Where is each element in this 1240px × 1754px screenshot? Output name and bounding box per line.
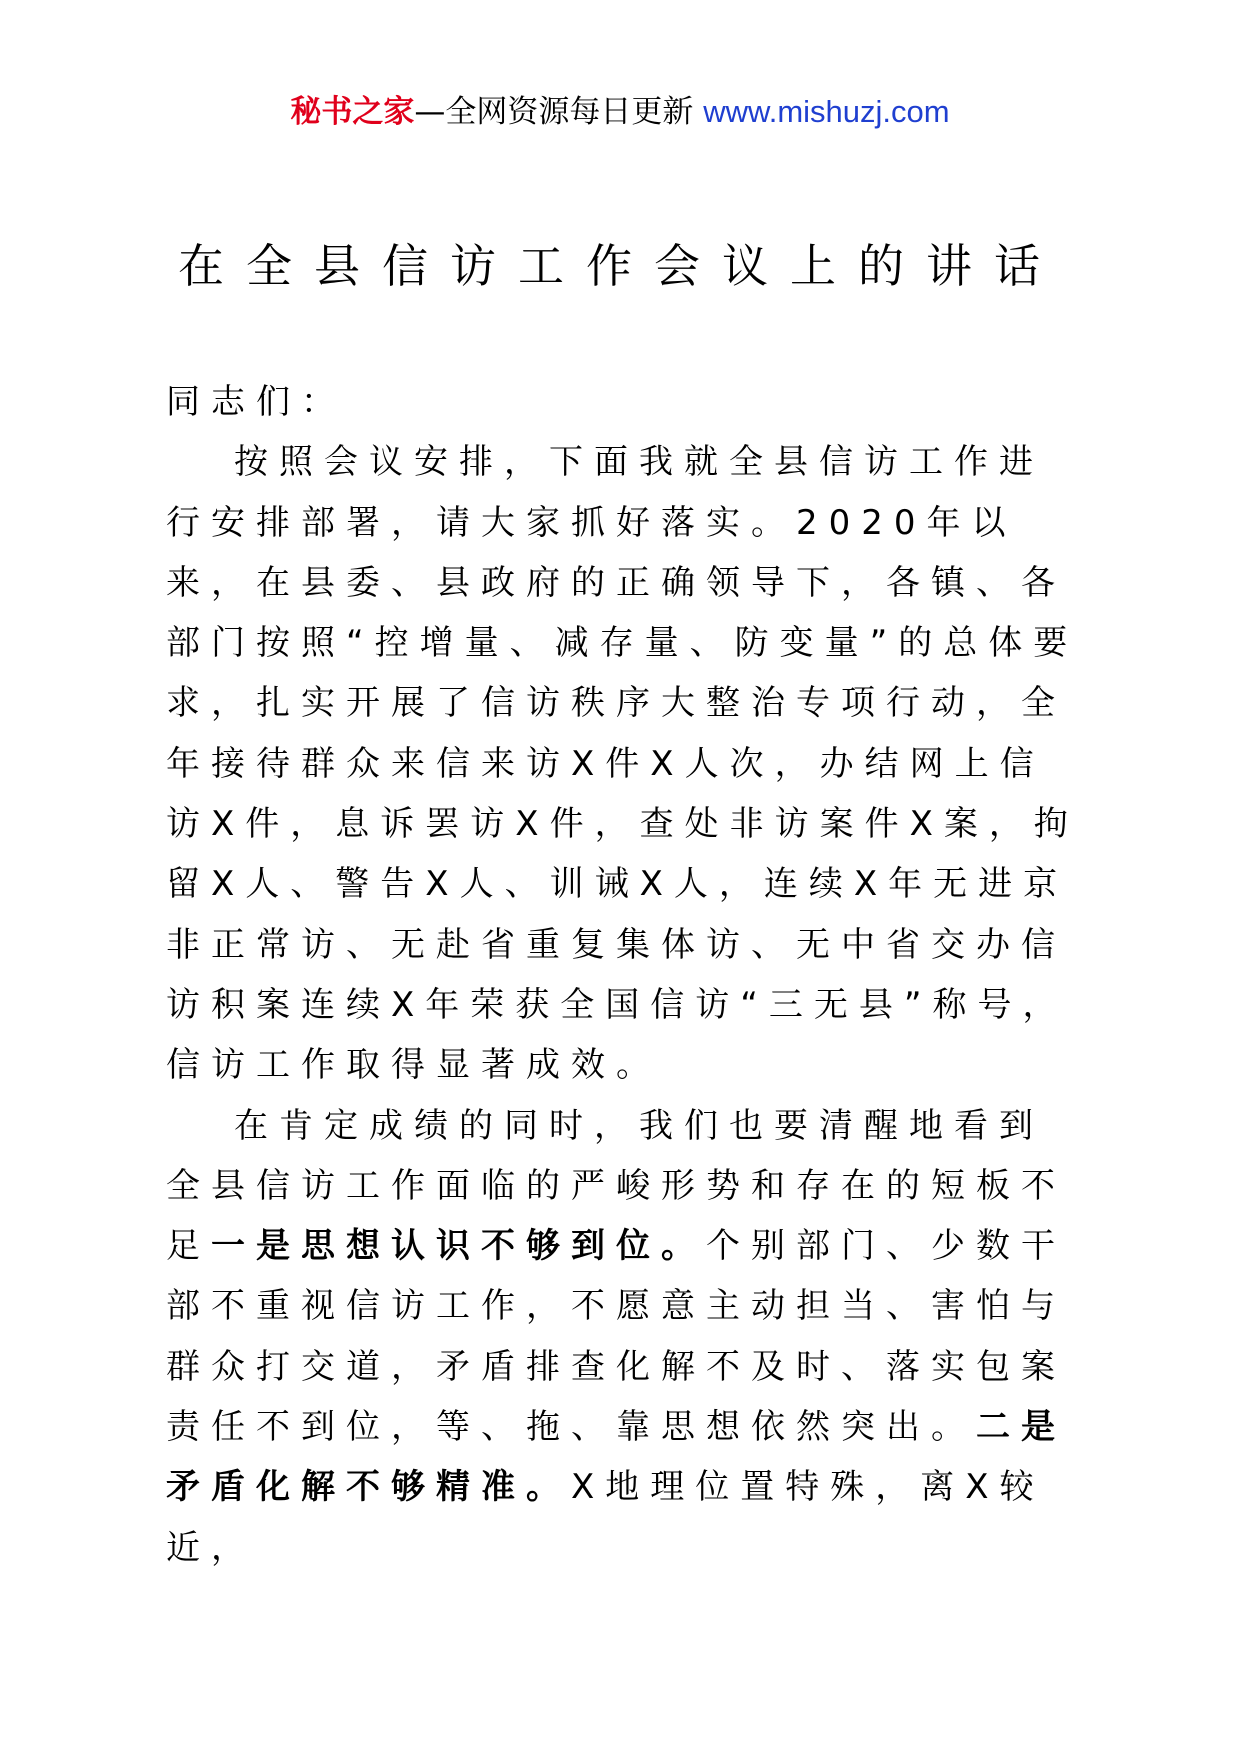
problems-intro: 在肯定成绩的同时，我们也要清醒地看到全县信访工作面临的严峻形势和存在的短板不足 [166,1105,1066,1267]
document-body [166,372,1086,1578]
site-brand: 秘书之家 [290,94,415,130]
document-title: 在全县信访工作会议上的讲话 [178,239,1062,293]
point-2-title: 二是矛盾化解不够精准。 [166,1407,1066,1508]
site-tagline: —全网资源每日更新 [414,94,704,130]
paragraph-problems [166,1096,1086,1578]
point-2-text: X地理位置特殊，离X较近， [166,1467,1045,1568]
site-url-link[interactable]: www.mishuzj.com [703,94,950,129]
paragraph-achievements: 按照会议安排，下面我就全县信访工作进行安排部署，请大家抓好落实。2020年以来，在县委、县政府的正确领导下，各镇、各部门按照“控增量、减存量、防变量”的总体要求，扎实开展了信访秩序大整治专项行动，全年接待群众来信来访X件X人次，办结网上信访X件，息诉罢访X件，查处非访案件X案，拘留X人、警告X人、训诫X人，连续X年无进京非正常访、无赴省重复集体访、无中省交办信访积案连续X年荣获全国信访“三无县”称号，信访工作取得显著成效。 [166,442,1079,1086]
point-1-title: 一是思想认识不够到位。 [211,1226,706,1267]
site-header [0,92,1240,132]
salutation: 同志们： [166,382,346,422]
point-1-text: 个别部门、少数干部不重视信访工作，不愿意主动担当、害怕与群众打交道，矛盾排查化解不及时、落实包案责任不到位，等、拖、靠思想依然突出。 [166,1226,1066,1448]
